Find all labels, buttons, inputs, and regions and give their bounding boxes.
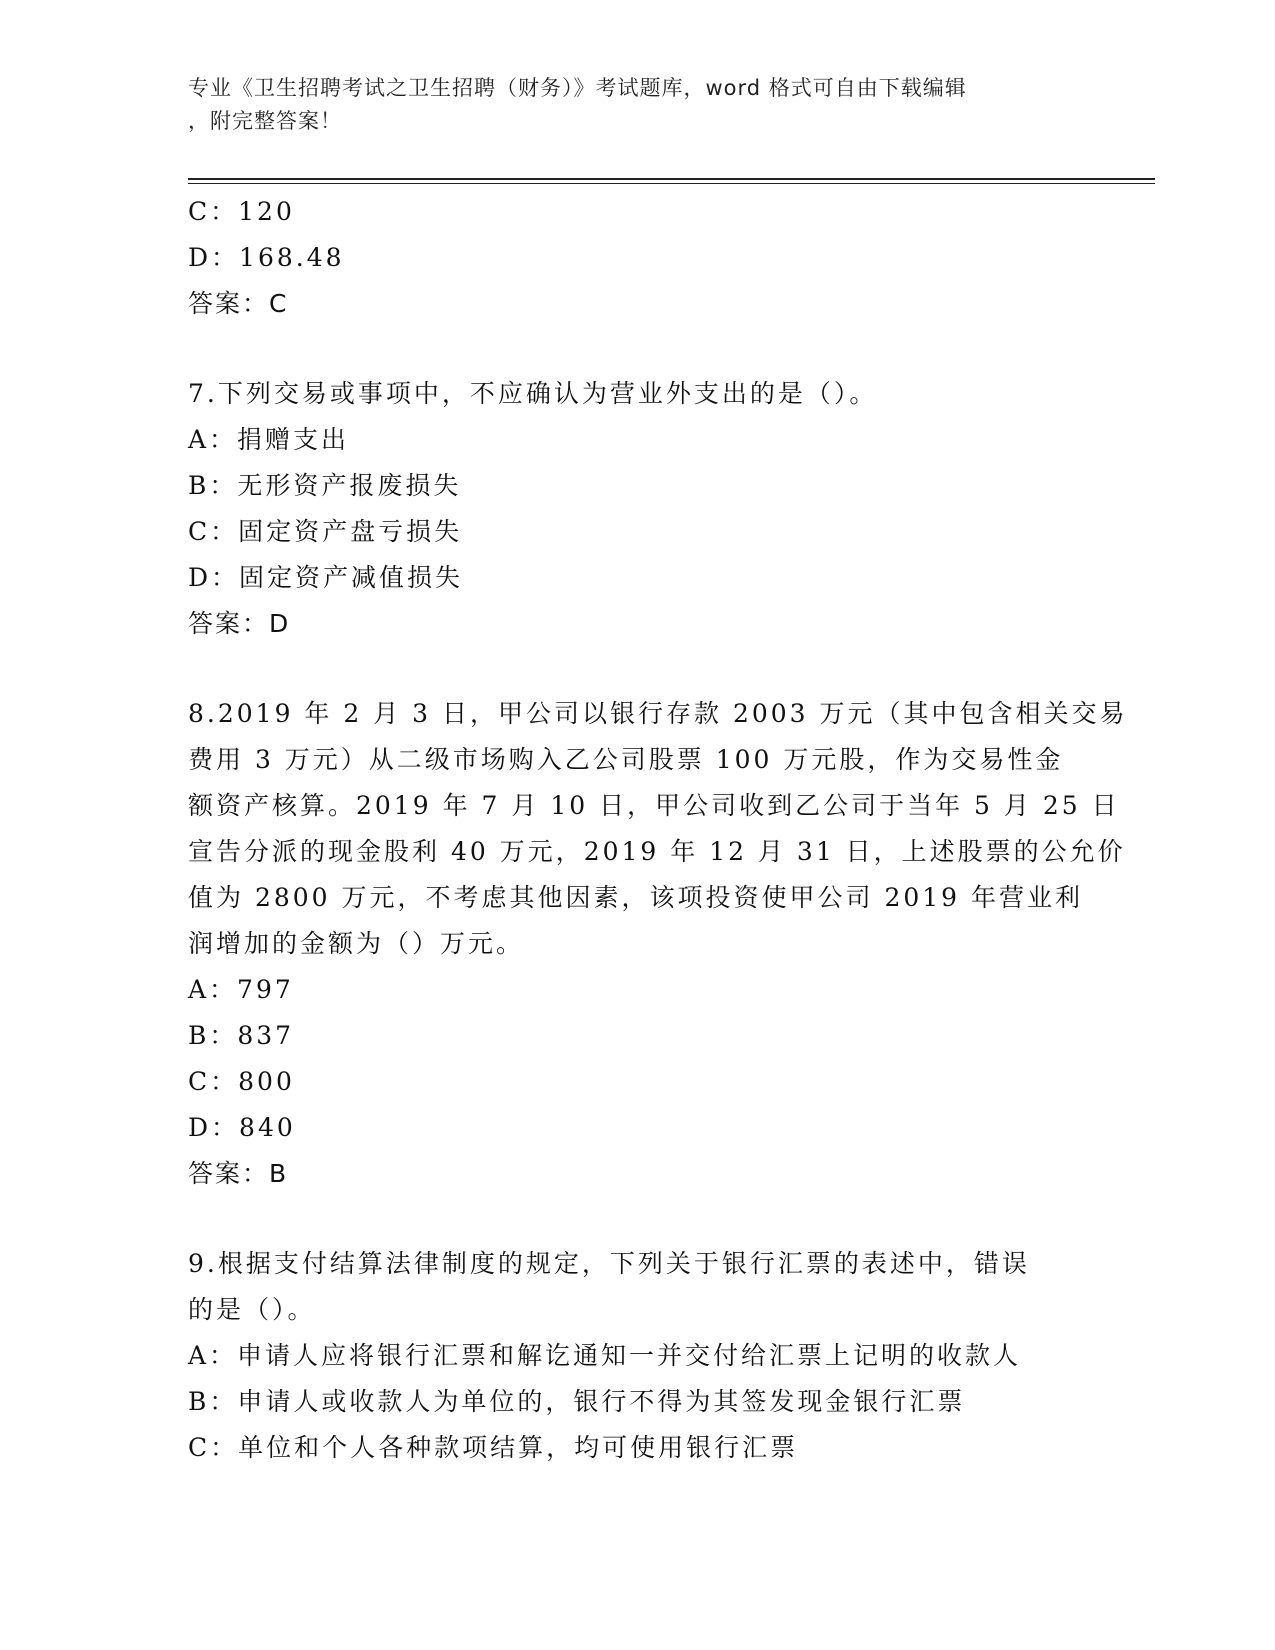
question-7	[188, 371, 1088, 647]
header-rule-thin	[188, 183, 1155, 184]
question-8	[188, 691, 1128, 1197]
option-c: C：固定资产盘亏损失	[188, 517, 463, 546]
option-b: B：837	[188, 1021, 295, 1050]
option-d: D：固定资产减值损失	[188, 563, 464, 592]
answer-line: 答案：C	[188, 289, 289, 318]
answer-line: 答案：B	[188, 1159, 289, 1188]
question-stem-line: 宣告分派的现金股利 40 万元，2019 年 12 月 31 日，上述股票的公允价	[188, 837, 1126, 866]
question-stem-line: 费用 3 万元）从二级市场购入乙公司股票 100 万元股，作为交易性金	[188, 745, 1064, 774]
question-stem-line: 值为 2800 万元，不考虑其他因素，该项投资使甲公司 2019 年营业利	[188, 883, 1084, 912]
option-a: A：捐赠支出	[188, 425, 350, 454]
answer-line: 答案：D	[188, 609, 291, 638]
option-c: C：800	[188, 1067, 295, 1096]
question-list	[188, 189, 1128, 1471]
option-b: B：申请人或收款人为单位的，银行不得为其签发现金银行汇票	[188, 1387, 966, 1416]
header-line-1: 专业《卫生招聘考试之卫生招聘（财务）》考试题库，word 格式可自由下载编辑	[188, 76, 967, 100]
option-a: A：申请人应将银行汇票和解讫通知一并交付给汇票上记明的收款人	[188, 1341, 1022, 1370]
question-stem: 7.下列交易或事项中，不应确认为营业外支出的是（）。	[188, 379, 878, 408]
question-stem-line: 9.根据支付结算法律制度的规定，下列关于银行汇票的表述中，错误	[188, 1249, 1030, 1278]
option-a: A：797	[188, 975, 294, 1004]
header-rule-thick	[188, 178, 1155, 180]
option-c: C：单位和个人各种款项结算，均可使用银行汇票	[188, 1433, 799, 1462]
question-9	[188, 1241, 1088, 1471]
question-stem-line: 额资产核算。2019 年 7 月 10 日，甲公司收到乙公司于当年 5 月 25 日	[188, 791, 1120, 820]
option-b: B：无形资产报废损失	[188, 471, 462, 500]
option-d: D：840	[188, 1113, 296, 1142]
document-header	[188, 72, 1068, 138]
option-d: D：168.48	[188, 243, 345, 272]
option-c: C：120	[188, 197, 295, 226]
header-line-2: ，附完整答案！	[188, 109, 342, 133]
question-stem-line: 润增加的金额为（）万元。	[188, 929, 525, 958]
question-stem-line: 的是（）。	[188, 1295, 316, 1324]
question-stem-line: 8.2019 年 2 月 3 日，甲公司以银行存款 2003 万元（其中包含相关交易	[188, 699, 1128, 728]
question-6-tail	[188, 189, 1088, 327]
